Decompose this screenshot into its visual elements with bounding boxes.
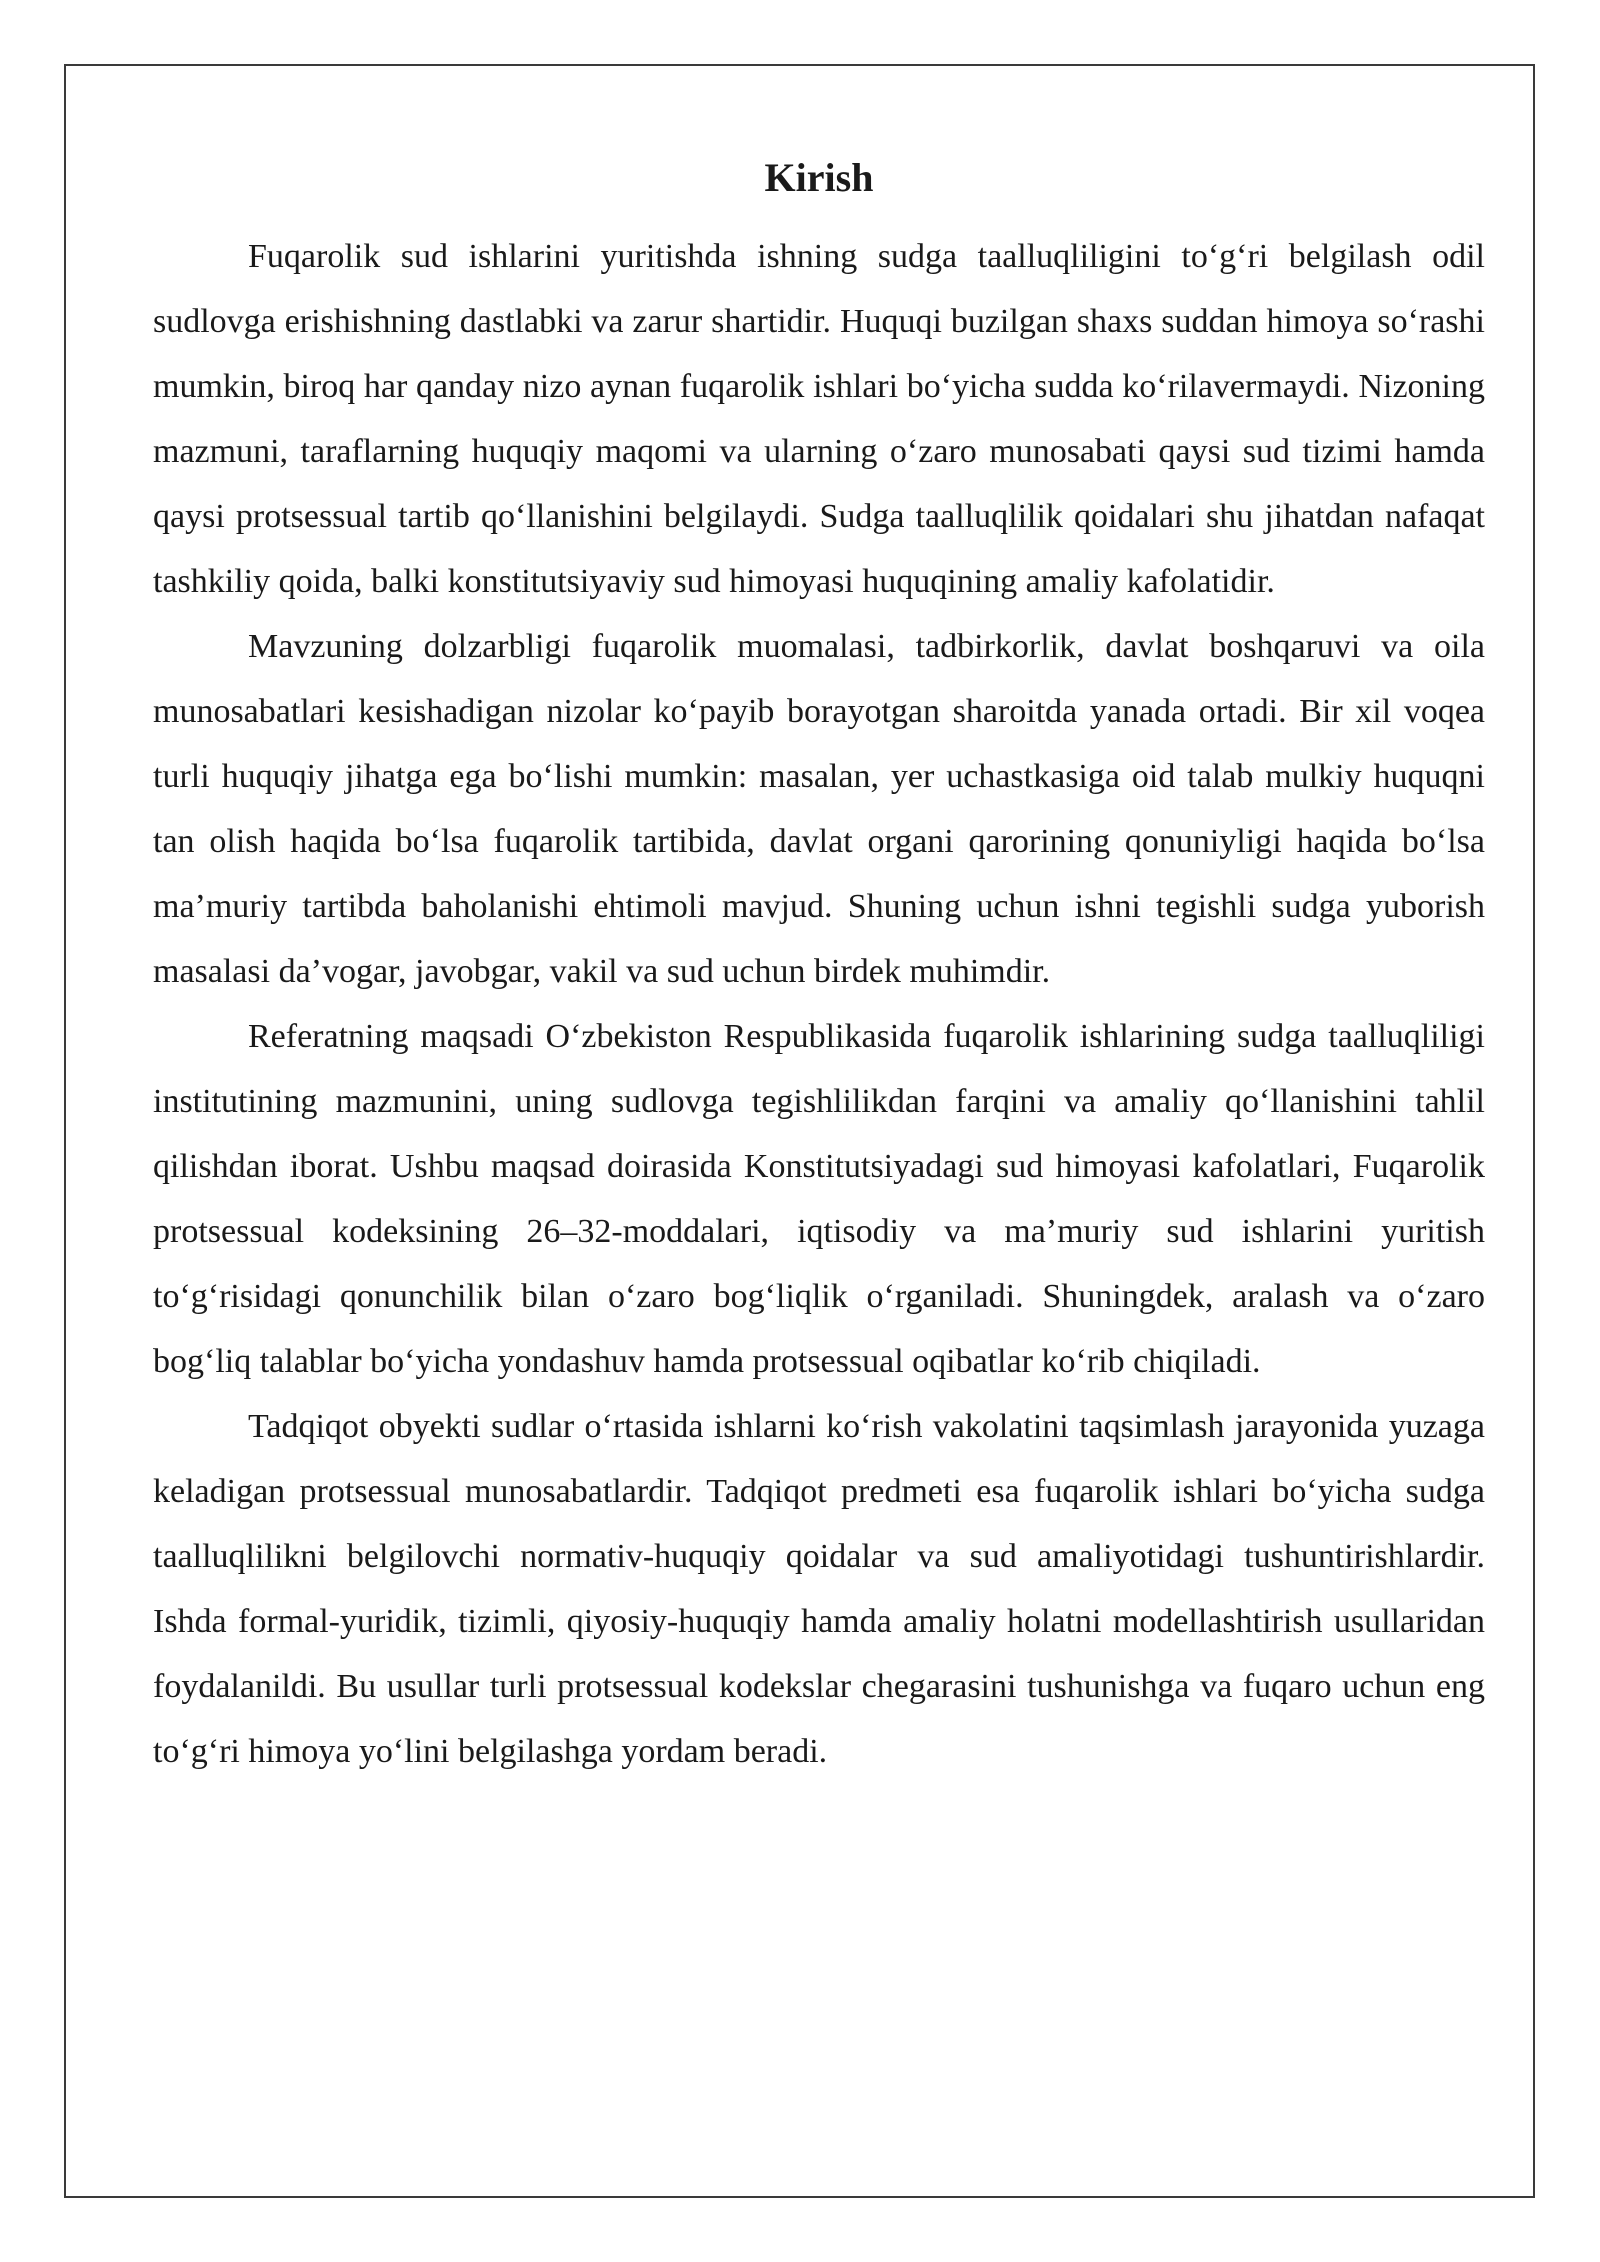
paragraph-relevance: Mavzuning dolzarbligi fuqarolik muomalasi, tadbirkorlik, davlat boshqaruvi va oila munosabatlari kesishadigan nizolar ko‘payib borayotgan sharoitda yanada ortadi. Bir xil voqea turli huquqiy jihatga ega bo‘lishi mumkin: masalan, yer uchastkasiga oid talab mulkiy huquqni tan olish haqida bo‘lsa fuqarolik tartibida, davlat organi qarorining qonuniyligi haqida bo‘lsa ma’muriy tartibda baholanishi ehtimoli mavjud. Shuning uchun ishni tegishli sudga yuborish masalasi da’vogar, javobgar, vakil va sud uchun birdek muhimdir.	[153, 628, 1485, 990]
paragraph-research-object: Tadqiqot obyekti sudlar o‘rtasida ishlarni ko‘rish vakolatini taqsimlash jarayonida yuzaga keladigan protsessual munosabatlardir. Tadqiqot predmeti esa fuqarolik ishlari bo‘yicha sudga taalluqlilikni belgilovchi normativ-huquqiy qoidalar va sud amaliyotidagi tushuntirishlardir. Ishda formal-yuridik, tizimli, qiyosiy-huquqiy hamda amaliy holatni modellashtirish usullaridan foydalanildi. Bu usullar turli protsessual kodekslar chegarasini tushunishga va fuqaro uchun eng to‘g‘ri himoya yo‘lini belgilashga yordam beradi.	[153, 1408, 1485, 1770]
paragraph-introduction: Fuqarolik sud ishlarini yuritishda ishning sudga taalluqliligini to‘g‘ri belgilash odil sudlovga erishishning dastlabki va zarur shartidir. Huquqi buzilgan shaxs suddan himoya so‘rashi mumkin, biroq har qanday nizo aynan fuqarolik ishlari bo‘yicha sudda ko‘rilavermaydi. Nizoning mazmuni, taraflarning huquqiy maqomi va ularning o‘zaro munosabati qaysi sud tizimi hamda qaysi protsessual tartib qo‘llanishini belgilaydi. Sudga taalluqlilik qoidalari shu jihatdan nafaqat tashkiliy qoida, balki konstitutsiyaviy sud himoyasi huquqining amaliy kafolatidir.	[153, 238, 1485, 600]
page-title: Kirish	[764, 155, 874, 200]
paragraph-purpose: Referatning maqsadi O‘zbekiston Respublikasida fuqarolik ishlarining sudga taalluqliligi institutining mazmunini, uning sudlovga tegishlilikdan farqini va amaliy qo‘llanishini tahlil qilishdan iborat. Ushbu maqsad doirasida Konstitutsiyadagi sud himoyasi kafolatlari, Fuqarolik protsessual kodeksining 26–32-moddalari, iqtisodiy va ma’muriy sud ishlarini yuritish to‘g‘risidagi qonunchilik bilan o‘zaro bog‘liqlik o‘rganiladi. Shuningdek, aralash va o‘zaro bog‘liq talablar bo‘yicha yondashuv hamda protsessual oqibatlar ko‘rib chiqiladi.	[153, 1018, 1485, 1380]
document-body	[153, 146, 1485, 1784]
